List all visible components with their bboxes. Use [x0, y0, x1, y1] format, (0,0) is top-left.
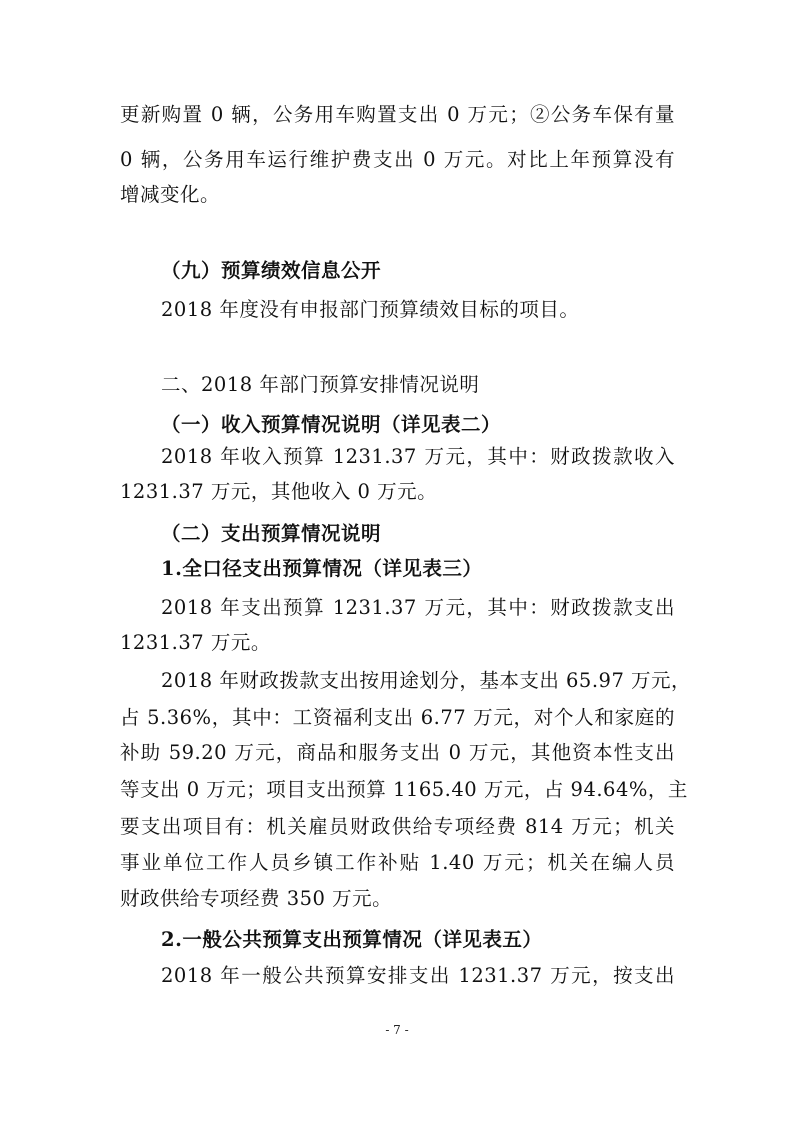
- text-line-17: 等支出 0 万元；项目支出预算 1165.40 万元，占 94.64%，主: [120, 778, 688, 801]
- chapter-heading-2: 二、2018 年部门预算安排情况说明: [161, 373, 480, 396]
- text-line-22: 2018 年一般公共预算安排支出 1231.37 万元，按支出: [161, 964, 675, 987]
- text-line-13: 1231.37 万元。: [120, 631, 271, 654]
- text-line-19: 事业单位工作人员乡镇工作补贴 1.40 万元；机关在编人员: [120, 851, 675, 874]
- section-heading-expense: （二）支出预算情况说明: [161, 522, 382, 545]
- text-line-16: 补助 59.20 万元，商品和服务支出 0 万元，其他资本性支出: [120, 741, 675, 764]
- text-line-14: 2018 年财政拨款支出按用途划分，基本支出 65.97 万元，: [161, 669, 692, 692]
- text-line-8: 2018 年收入预算 1231.37 万元，其中：财政拨款收入: [161, 445, 675, 468]
- text-line-12: 2018 年支出预算 1231.37 万元，其中：财政拨款支出: [161, 596, 675, 619]
- section-heading-9: （九）预算绩效信息公开: [161, 259, 382, 282]
- text-line-18: 要支出项目有：机关雇员财政供给专项经费 814 万元；机关: [120, 815, 675, 838]
- text-line-9: 1231.37 万元，其他收入 0 万元。: [120, 480, 438, 503]
- subsection-heading-1: 1.全口径支出预算情况（详见表三）: [161, 557, 483, 580]
- page-number: - 7 -: [385, 1023, 409, 1037]
- text-line-2: 0 辆，公务用车运行维护费支出 0 万元。对比上年预算没有: [120, 148, 675, 171]
- subsection-heading-2: 2.一般公共预算支出预算情况（详见表五）: [161, 928, 543, 951]
- text-line-15: 占 5.36%，其中：工资福利支出 6.77 万元，对个人和家庭的: [120, 706, 675, 729]
- text-line-5: 2018 年度没有申报部门预算绩效目标的项目。: [161, 298, 580, 321]
- text-line-1: 更新购置 0 辆，公务用车购置支出 0 万元；②公务车保有量: [120, 103, 675, 126]
- text-line-20: 财政供给专项经费 350 万元。: [120, 887, 393, 910]
- text-line-3: 增减变化。: [120, 183, 221, 206]
- section-heading-income: （一）收入预算情况说明（详见表二）: [161, 413, 502, 436]
